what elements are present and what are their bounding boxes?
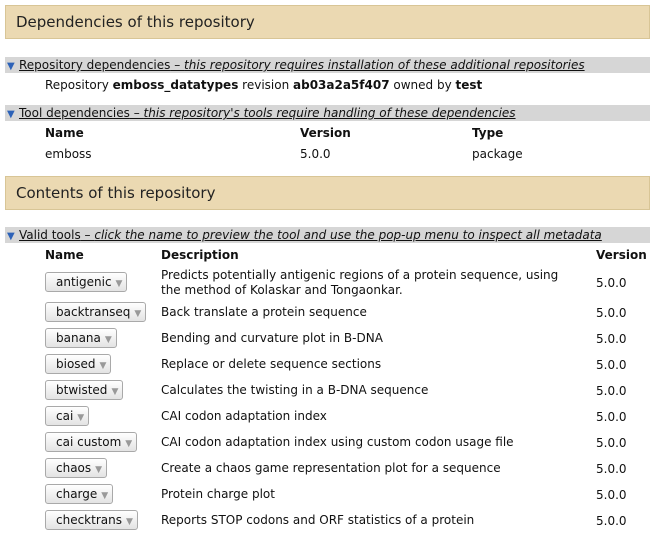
- owner-label: owned by: [389, 78, 456, 92]
- chevron-down-icon: ▼: [125, 439, 133, 449]
- tool-description: Create a chaos game representation plot for a sequence: [161, 461, 501, 475]
- repository-dependencies-title: Repository dependencies: [19, 58, 171, 72]
- valid-tools-title: Valid tools: [19, 228, 81, 242]
- repository-dependencies-toggle[interactable]: [5, 57, 650, 73]
- chevron-down-icon: ▼: [99, 361, 107, 371]
- contents-header: [5, 176, 650, 210]
- valid-tools-description: click the name to preview the tool and use the pop-up menu to inspect all metadata: [94, 228, 602, 242]
- tool-version: 5.0.0: [596, 462, 627, 476]
- tool-description: Reports STOP codons and ORF statistics of a protein: [161, 513, 475, 527]
- tool-menu-button[interactable]: [45, 380, 123, 400]
- valid-tools-col-name: Name: [45, 248, 84, 262]
- repository-name: emboss_datatypes: [112, 78, 239, 92]
- repository-dependencies-description: this repository requires installation of these additional repositories: [184, 58, 585, 72]
- tool-menu-button[interactable]: [45, 432, 137, 452]
- tool-dependencies-title: Tool dependencies: [19, 106, 130, 120]
- tool-description: Calculates the twisting in a B-DNA sequence: [161, 383, 429, 397]
- chevron-down-icon: ▼: [134, 309, 142, 319]
- tool-description: Bending and curvature plot in B-DNA: [161, 331, 383, 345]
- separator-dash: –: [170, 58, 185, 72]
- tool-dependencies-toggle[interactable]: [5, 105, 650, 121]
- revision-label: revision: [238, 78, 293, 92]
- owner-name: test: [455, 78, 483, 92]
- expanded-triangle-icon: ▼: [7, 61, 15, 72]
- tool-name: banana: [56, 331, 101, 345]
- tool-name: btwisted: [56, 383, 108, 397]
- chevron-down-icon: ▼: [95, 465, 103, 475]
- tool-version: 5.0.0: [596, 436, 627, 450]
- separator-dash: –: [129, 106, 144, 120]
- tool-name: backtranseq: [56, 305, 131, 319]
- tool-version: 5.0.0: [596, 306, 627, 320]
- tool-deps-col-type: Type: [472, 126, 504, 140]
- tool-version: 5.0.0: [596, 410, 627, 424]
- tool-description: Replace or delete sequence sections: [161, 357, 382, 371]
- tool-version: 5.0.0: [596, 276, 627, 290]
- tool-deps-col-name: Name: [45, 126, 84, 140]
- tool-version: 5.0.0: [596, 384, 627, 398]
- tool-version: 5.0.0: [596, 332, 627, 346]
- tool-name: antigenic: [56, 275, 112, 289]
- valid-tools-col-description: Description: [161, 248, 239, 262]
- tool-name: charge: [56, 487, 98, 501]
- tool-dependencies-description: this repository's tools require handling of these dependencies: [143, 106, 516, 120]
- tool-description: Predicts potentially antigenic regions of a protein sequence, using the method of Kolaskar and Tongaonkar.: [161, 268, 559, 297]
- tool-dep-name: emboss: [45, 147, 92, 161]
- dependencies-header-title: Dependencies of this repository: [16, 13, 255, 31]
- valid-tools-toggle[interactable]: [5, 227, 650, 243]
- repository-label: Repository: [45, 78, 113, 92]
- chevron-down-icon: ▼: [77, 413, 85, 423]
- tool-deps-col-version: Version: [300, 126, 351, 140]
- expanded-triangle-icon: ▼: [7, 109, 15, 120]
- tool-name: cai: [56, 409, 74, 423]
- tool-description: CAI codon adaptation index: [161, 409, 327, 423]
- tool-menu-button[interactable]: [45, 458, 107, 478]
- tool-description: Back translate a protein sequence: [161, 305, 367, 319]
- tool-description: Protein charge plot: [161, 487, 275, 501]
- tool-name: checktrans: [56, 513, 122, 527]
- tool-menu-button[interactable]: [45, 354, 111, 374]
- tool-name: biosed: [56, 357, 96, 371]
- chevron-down-icon: ▼: [115, 279, 123, 289]
- tool-description: CAI codon adaptation index using custom codon usage file: [161, 435, 514, 449]
- tool-menu-button[interactable]: [45, 272, 127, 292]
- tool-dep-type: package: [472, 147, 523, 161]
- chevron-down-icon: ▼: [111, 387, 119, 397]
- tool-menu-button[interactable]: [45, 484, 113, 504]
- chevron-down-icon: ▼: [104, 335, 112, 345]
- tool-version: 5.0.0: [596, 358, 627, 372]
- dependencies-header: [5, 5, 650, 39]
- valid-tools-col-version: Version: [596, 248, 647, 262]
- tool-name: cai custom: [56, 435, 122, 449]
- expanded-triangle-icon: ▼: [7, 231, 15, 242]
- tool-version: 5.0.0: [596, 488, 627, 502]
- separator-dash: –: [80, 228, 95, 242]
- tool-dep-version: 5.0.0: [300, 147, 331, 161]
- chevron-down-icon: ▼: [125, 517, 133, 527]
- tool-menu-button[interactable]: [45, 328, 117, 348]
- tool-menu-button[interactable]: [45, 510, 138, 530]
- chevron-down-icon: ▼: [101, 491, 109, 501]
- contents-header-title: Contents of this repository: [16, 184, 216, 202]
- tool-version: 5.0.0: [596, 514, 627, 528]
- tool-name: chaos: [56, 461, 92, 475]
- tool-menu-button[interactable]: [45, 406, 89, 426]
- revision-hash: ab03a2a5f407: [293, 78, 390, 92]
- repository-dependency-row: [45, 78, 482, 92]
- tool-menu-button[interactable]: [45, 302, 146, 322]
